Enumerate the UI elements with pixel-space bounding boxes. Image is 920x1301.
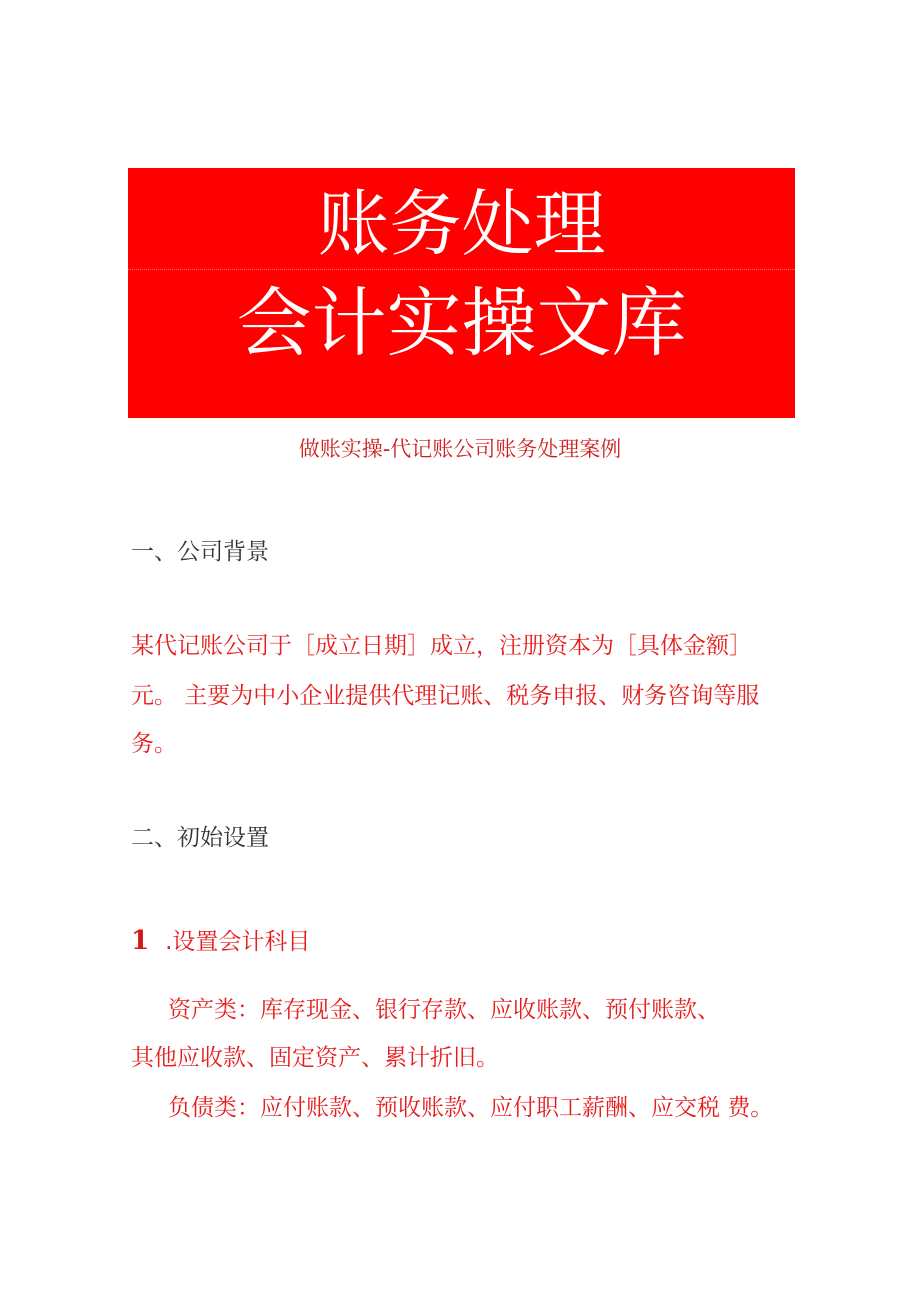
account-list-line: 资产类：库存现金、银行存款、应收账款、预付账款、 <box>168 997 720 1023</box>
section-heading-company-background: 一、公司背景 <box>131 539 269 565</box>
banner-divider <box>128 269 795 270</box>
title-banner <box>128 168 795 418</box>
paragraph-line: 务。 <box>131 731 177 757</box>
item-title: .设置会计科目 <box>165 929 311 955</box>
item-number: 1 <box>131 926 150 956</box>
banner-title-line2: 会计实操文库 <box>236 279 687 367</box>
banner-title-line1: 账务处理 <box>317 182 606 266</box>
paragraph-line: 某代记账公司于［成立日期］成立，注册资本为［具体金额］ <box>131 633 752 659</box>
document-subtitle: 做账实操-代记账公司账务处理案例 <box>298 437 622 461</box>
account-list-line: 负债类：应付账款、预收账款、应付职工薪酬、应交税 费。 <box>168 1095 774 1121</box>
numbered-item-heading <box>131 928 310 954</box>
account-list-line: 其他应收款、固定资产、累计折旧。 <box>131 1045 499 1071</box>
section-heading-initial-setup: 二、初始设置 <box>131 825 269 851</box>
paragraph-line: 元。 主要为中小企业提供代理记账、税务申报、财务咨询等服 <box>131 683 760 709</box>
